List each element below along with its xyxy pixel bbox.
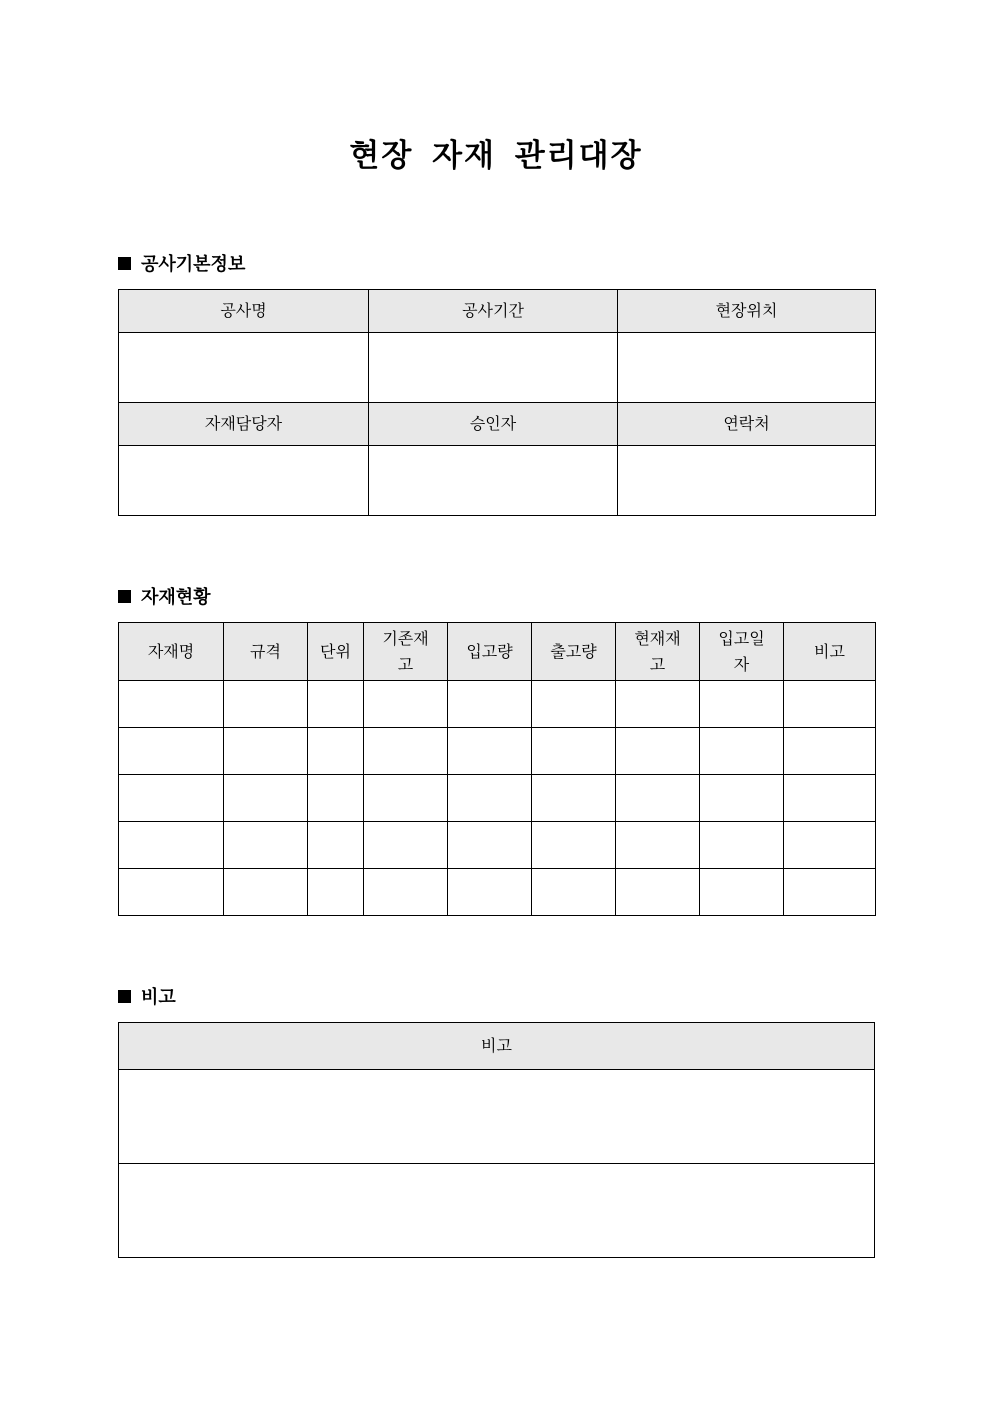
table-cell[interactable] <box>700 822 784 869</box>
basic-info-table <box>118 289 876 516</box>
table-cell[interactable] <box>700 869 784 916</box>
table-row <box>119 775 876 822</box>
header-construction-period: 공사기간 <box>369 290 618 333</box>
table-cell[interactable] <box>308 681 364 728</box>
table-row <box>119 822 876 869</box>
header-outgoing-qty: 출고량 <box>532 623 616 681</box>
table-cell[interactable] <box>616 728 700 775</box>
table-cell[interactable] <box>308 869 364 916</box>
table-cell[interactable] <box>532 728 616 775</box>
table-cell[interactable] <box>532 775 616 822</box>
table-cell[interactable] <box>119 869 224 916</box>
table-cell[interactable] <box>448 869 532 916</box>
section-heading-label: 비고 <box>141 987 176 1008</box>
table-cell[interactable] <box>364 775 448 822</box>
contact-cell[interactable] <box>618 446 876 516</box>
table-cell[interactable] <box>532 869 616 916</box>
table-cell[interactable] <box>308 775 364 822</box>
table-cell[interactable] <box>119 728 224 775</box>
table-cell[interactable] <box>224 775 308 822</box>
table-cell[interactable] <box>224 728 308 775</box>
header-unit: 단위 <box>308 623 364 681</box>
table-cell[interactable] <box>224 869 308 916</box>
approver-cell[interactable] <box>369 446 618 516</box>
table-cell[interactable] <box>308 822 364 869</box>
table-cell[interactable] <box>616 822 700 869</box>
section-heading-label: 공사기본정보 <box>141 254 246 275</box>
table-cell[interactable] <box>700 681 784 728</box>
table-cell[interactable] <box>448 775 532 822</box>
table-cell[interactable] <box>616 869 700 916</box>
table-cell[interactable] <box>364 869 448 916</box>
remarks-cell[interactable] <box>119 1164 875 1258</box>
header-previous-stock: 기존재고 <box>364 623 448 681</box>
table-cell[interactable] <box>700 728 784 775</box>
page-title: 현장 자재 관리대장 <box>349 138 643 174</box>
table-cell[interactable] <box>616 775 700 822</box>
table-cell[interactable] <box>448 728 532 775</box>
header-incoming-qty: 입고량 <box>448 623 532 681</box>
table-row <box>119 728 876 775</box>
table-cell[interactable] <box>308 728 364 775</box>
table-row <box>119 1070 875 1164</box>
section-heading-basic-info <box>118 253 245 277</box>
table-cell[interactable] <box>784 681 876 728</box>
header-contact: 연락처 <box>618 403 876 446</box>
header-specification: 규격 <box>224 623 308 681</box>
header-incoming-date: 입고일자 <box>700 623 784 681</box>
square-bullet-icon <box>118 990 131 1003</box>
header-approver: 승인자 <box>369 403 618 446</box>
table-cell[interactable] <box>224 822 308 869</box>
table-cell[interactable] <box>784 869 876 916</box>
construction-period-cell[interactable] <box>369 333 618 403</box>
header-site-location: 현장위치 <box>618 290 876 333</box>
square-bullet-icon <box>118 257 131 270</box>
table-cell[interactable] <box>616 681 700 728</box>
remarks-table <box>118 1022 875 1258</box>
table-row <box>119 869 876 916</box>
table-cell[interactable] <box>448 681 532 728</box>
construction-name-cell[interactable] <box>119 333 369 403</box>
table-cell[interactable] <box>364 822 448 869</box>
section-heading-materials <box>118 586 211 610</box>
square-bullet-icon <box>118 590 131 603</box>
table-cell[interactable] <box>784 728 876 775</box>
table-cell[interactable] <box>784 775 876 822</box>
section-heading-remarks <box>118 986 176 1010</box>
header-remarks: 비고 <box>119 1023 875 1070</box>
material-manager-cell[interactable] <box>119 446 369 516</box>
table-row <box>119 681 876 728</box>
table-cell[interactable] <box>784 822 876 869</box>
table-cell[interactable] <box>700 775 784 822</box>
section-heading-label: 자재현황 <box>141 587 211 608</box>
remarks-cell[interactable] <box>119 1070 875 1164</box>
table-cell[interactable] <box>119 775 224 822</box>
table-header-row <box>119 403 876 446</box>
table-row <box>119 446 876 516</box>
header-current-stock: 현재재고 <box>616 623 700 681</box>
site-location-cell[interactable] <box>618 333 876 403</box>
table-row <box>119 1164 875 1258</box>
table-header-row <box>119 1023 875 1070</box>
header-remarks: 비고 <box>784 623 876 681</box>
table-header-row <box>119 623 876 681</box>
table-cell[interactable] <box>448 822 532 869</box>
header-material-name: 자재명 <box>119 623 224 681</box>
table-cell[interactable] <box>364 728 448 775</box>
table-cell[interactable] <box>364 681 448 728</box>
table-header-row <box>119 290 876 333</box>
header-material-manager: 자재담당자 <box>119 403 369 446</box>
table-cell[interactable] <box>119 822 224 869</box>
header-construction-name: 공사명 <box>119 290 369 333</box>
table-row <box>119 333 876 403</box>
table-cell[interactable] <box>532 822 616 869</box>
table-cell[interactable] <box>119 681 224 728</box>
materials-table <box>118 622 876 916</box>
table-cell[interactable] <box>532 681 616 728</box>
table-cell[interactable] <box>224 681 308 728</box>
